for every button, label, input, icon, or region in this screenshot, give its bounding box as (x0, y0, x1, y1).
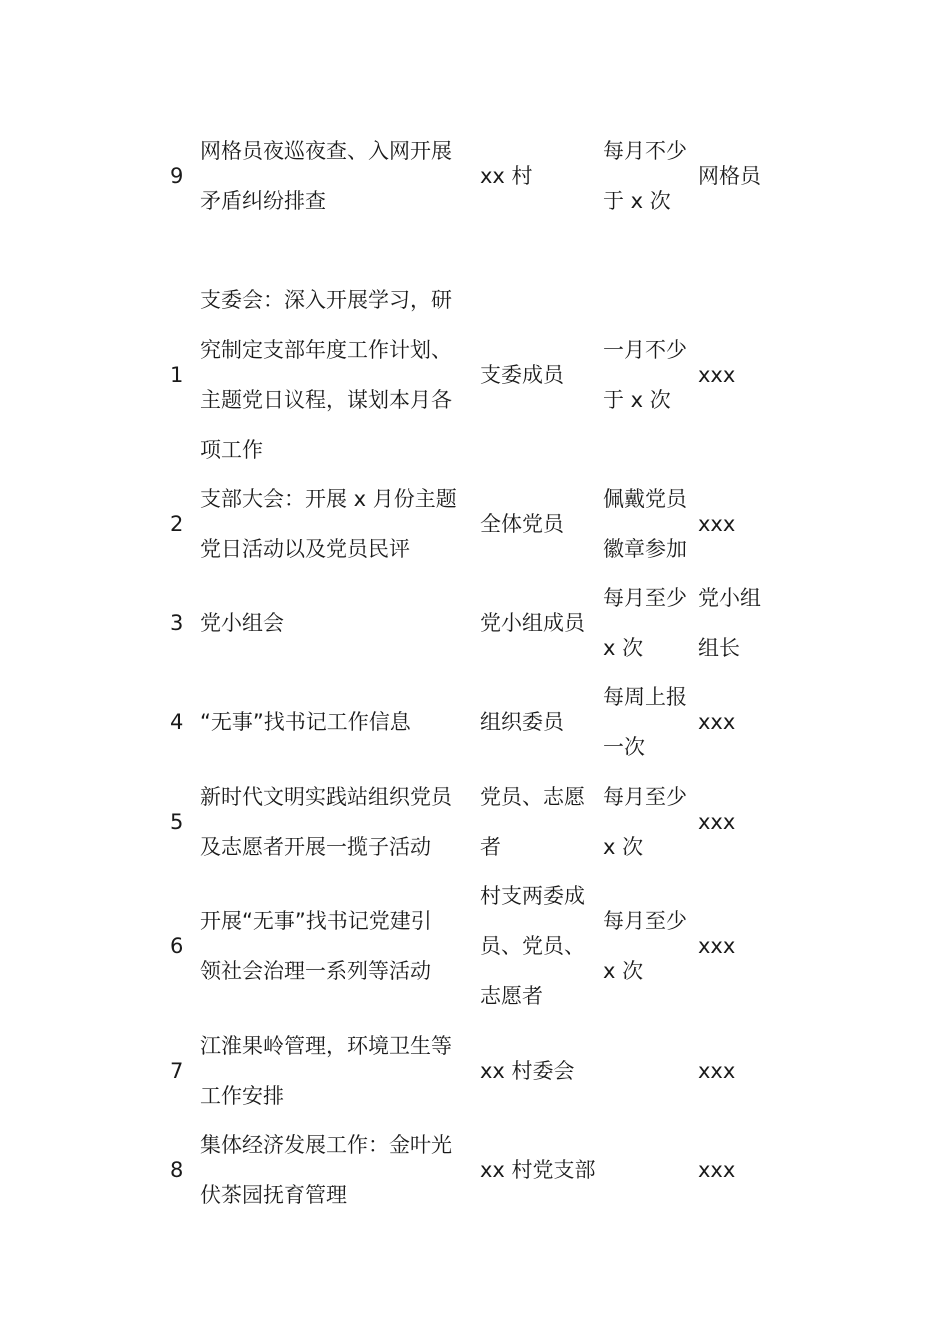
row-number: 7 (170, 1059, 184, 1083)
frequency-cell: 一月不少 于 x 次 (603, 338, 687, 412)
owner-cell: xxx (698, 1158, 736, 1182)
participants-cell: 党员、志愿 者 (480, 785, 585, 859)
table-row (170, 871, 790, 1021)
table-row (170, 1021, 790, 1121)
owner-cell: xxx (698, 934, 736, 958)
frequency-cell: 每月至少 x 次 (603, 785, 687, 859)
table-row (170, 573, 790, 673)
participants-cell: 组织委员 (480, 710, 564, 734)
task-cell: 江淮果岭管理，环境卫生等 工作安排 (200, 1034, 452, 1108)
owner-cell: xxx (698, 710, 736, 734)
participants-cell: 党小组成员 (480, 611, 585, 635)
row-number: 1 (170, 363, 184, 387)
task-cell: 网格员夜巡夜查、入网开展 矛盾纠纷排查 (200, 139, 452, 213)
frequency-cell (603, 1120, 697, 1220)
participants-cell: 支委成员 (480, 363, 564, 387)
table-row (170, 474, 790, 574)
task-cell: 支委会：深入开展学习，研 究制定支部年度工作计划、 主题党日议程，谋划本月各 项工作 (200, 288, 452, 462)
row-number: 5 (170, 810, 184, 834)
owner-cell: xxx (698, 1059, 736, 1083)
task-cell: 支部大会：开展 x 月份主题 党日活动以及党员民评 (200, 487, 457, 561)
frequency-cell: 佩戴党员 徽章参加 (603, 487, 687, 561)
participants-cell: xx 村 (480, 164, 533, 188)
table-row (170, 1120, 790, 1220)
owner-cell: 党小组 组长 (698, 586, 761, 660)
task-cell: 开展“无事”找书记党建引 领社会治理一系列等活动 (200, 909, 432, 983)
row-number: 9 (170, 164, 184, 188)
participants-cell: 全体党员 (480, 512, 564, 536)
table-row (170, 126, 790, 226)
frequency-cell: 每周上报 一次 (603, 685, 687, 759)
table-row (170, 772, 790, 872)
owner-cell: xxx (698, 363, 736, 387)
row-number: 4 (170, 710, 184, 734)
task-cell: 新时代文明实践站组织党员 及志愿者开展一揽子活动 (200, 785, 452, 859)
owner-cell: 网格员 (698, 164, 761, 188)
table-row (170, 275, 790, 475)
task-cell: “无事”找书记工作信息 (200, 710, 411, 734)
owner-cell: xxx (698, 810, 736, 834)
participants-cell: xx 村委会 (480, 1059, 575, 1083)
task-cell: 集体经济发展工作：金叶光 伏茶园抚育管理 (200, 1133, 452, 1207)
task-cell: 党小组会 (200, 611, 284, 635)
participants-cell: xx 村党支部 (480, 1158, 596, 1182)
row-number: 2 (170, 512, 184, 536)
participants-cell: 村支两委成 员、党员、 志愿者 (480, 884, 585, 1008)
row-number: 8 (170, 1158, 184, 1182)
frequency-cell: 每月至少 x 次 (603, 909, 687, 983)
row-number: 3 (170, 611, 184, 635)
row-number: 6 (170, 934, 184, 958)
frequency-cell: 每月至少 x 次 (603, 586, 687, 660)
owner-cell: xxx (698, 512, 736, 536)
table-row (170, 672, 790, 772)
frequency-cell (603, 1021, 697, 1121)
frequency-cell: 每月不少 于 x 次 (603, 139, 687, 213)
